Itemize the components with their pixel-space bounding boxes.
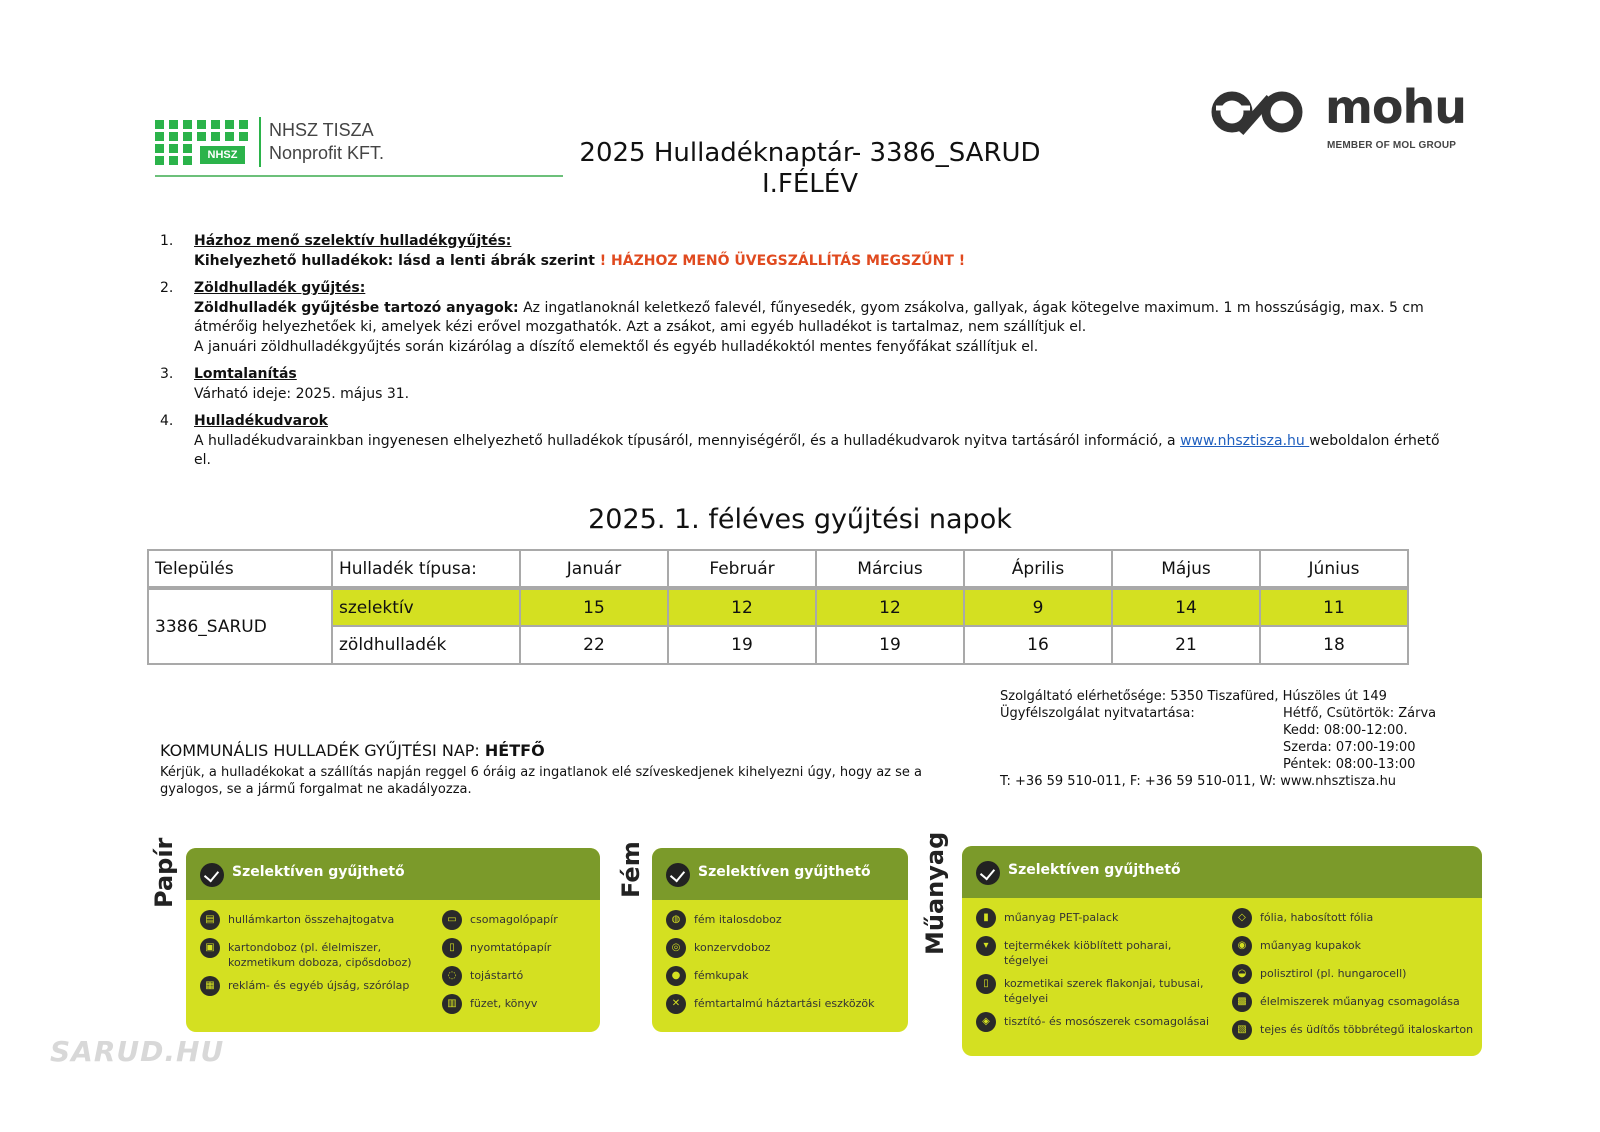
municipal-waste-label: KOMMUNÁLIS HULLADÉK GYŰJTÉSI NAP: [160, 741, 485, 760]
list-item [442, 968, 592, 988]
box-icon: ▣ [200, 938, 220, 958]
hours-label: Ügyfélszolgálat nyitvatartása: [1000, 706, 1195, 721]
glass-warning: ! HÁZHOZ MENŐ ÜVEGSZÁLLÍTÁS MEGSZŰNT ! [594, 252, 966, 269]
header-cell: Június [1260, 550, 1408, 588]
contact-hours-row [1000, 705, 1450, 722]
logo-dot [169, 144, 178, 153]
item-label: kartondoboz (pl. élelmiszer, kozmetikum doboza, cipősdoboz) [228, 941, 412, 969]
plastic-cap-icon: ◉ [1232, 936, 1252, 956]
metal-card [652, 848, 908, 1032]
schedule-table [147, 549, 1409, 665]
item-label: tejes és üdítős többrétegű italoskarton [1260, 1023, 1474, 1036]
contact-hours-row [1000, 722, 1450, 739]
item-label: füzet, könyv [470, 997, 538, 1010]
item-label: polisztirol (pl. hungarocell) [1260, 967, 1407, 980]
list-item [976, 1014, 1216, 1034]
logo-dot [211, 132, 220, 141]
drink-carton-icon: ▧ [1232, 1020, 1252, 1040]
category-label-metal: Fém [617, 841, 645, 898]
item-label: tisztító- és mosószerek csomagolásai [1004, 1015, 1210, 1028]
page-title-line1: 2025 Hulladéknaptár- 3386_SARUD [579, 138, 1041, 168]
item-body-text: A hulladékudvarainkban ingyenesen elhelyezhető hulladékok típusáról, mennyiségéről, és a hulladékudvarok nyitva tartásáról információ, a [194, 432, 1181, 449]
nhsz-tisza-logo [155, 117, 565, 179]
list-item [1232, 966, 1477, 986]
municipal-waste-block [160, 740, 980, 798]
card-title: Szelektíven gyűjthető [698, 864, 871, 880]
logo-dot [169, 132, 178, 141]
list-item [442, 996, 592, 1016]
logo-underline [155, 175, 563, 177]
table-row [148, 626, 1408, 664]
pet-bottle-icon: ▮ [976, 908, 996, 928]
item-text [194, 299, 1460, 338]
date-cell: 15 [520, 588, 668, 626]
book-icon: ▥ [442, 994, 462, 1014]
check-icon [976, 861, 1000, 885]
list-item [666, 940, 902, 960]
hours-value: Hétfő, Csütörtök: Zárva [1283, 706, 1437, 721]
info-item-selective [160, 232, 1460, 271]
info-list [160, 232, 1460, 479]
settlement-cell: 3386_SARUD [148, 588, 332, 664]
item-heading: Házhoz menő szelektív hulladékgyűjtés: [194, 233, 512, 249]
item-number: 3. [160, 366, 174, 382]
list-item [1232, 1022, 1477, 1042]
list-item [1232, 994, 1477, 1014]
card-column [976, 910, 1216, 1042]
check-icon [200, 863, 224, 887]
logo-dot [225, 120, 234, 129]
municipal-waste-day: HÉTFŐ [484, 741, 545, 760]
schedule-title: 2025. 1. féléves gyűjtési napok [588, 504, 1012, 535]
item-label: nyomtatópapír [470, 941, 552, 954]
logo-dot [183, 156, 192, 165]
item-label: fémtartalmú háztartási eszközök [694, 997, 875, 1010]
yogurt-cup-icon: ▾ [976, 936, 996, 956]
hours-value: Szerda: 07:00-19:00 [1283, 740, 1416, 755]
list-item [200, 912, 415, 932]
page-title [560, 138, 1060, 200]
wrapping-paper-icon: ▭ [442, 910, 462, 930]
card-column [200, 912, 415, 1006]
item-label: reklám- és egyéb újság, szórólap [228, 979, 410, 992]
cardboard-icon: ▤ [200, 910, 220, 930]
item-number: 4. [160, 413, 174, 429]
website-link[interactable]: www.nhsztisza.hu [1180, 432, 1310, 449]
contact-block [1000, 688, 1450, 790]
info-item-green-waste [160, 279, 1460, 357]
list-item [976, 976, 1216, 1006]
logo-dot [183, 132, 192, 141]
date-cell: 11 [1260, 588, 1408, 626]
contact-hours-row [1000, 739, 1450, 756]
date-cell: 21 [1112, 626, 1260, 664]
page-title-line2: I.FÉLÉV [761, 169, 858, 199]
date-cell: 19 [816, 626, 964, 664]
list-item [666, 912, 902, 932]
plastic-card [962, 846, 1482, 1056]
item-text: Várható ideje: 2025. május 31. [194, 385, 410, 402]
card-column [1232, 910, 1477, 1050]
check-icon [666, 863, 690, 887]
item-text [194, 432, 1460, 471]
item-label: fémkupak [694, 969, 749, 982]
date-cell: 16 [964, 626, 1112, 664]
item-text [194, 252, 1460, 272]
item-label: fólia, habosított fólia [1260, 911, 1374, 924]
card-column [666, 912, 902, 1024]
drink-can-icon: ◍ [666, 910, 686, 930]
logo-dot [197, 132, 206, 141]
item-number: 1. [160, 233, 174, 249]
logo-dot [155, 156, 164, 165]
cosmetic-bottle-icon: ▯ [976, 974, 996, 994]
header-cell: Március [816, 550, 964, 588]
nhsz-logo-text [269, 119, 384, 165]
header-cell: Április [964, 550, 1112, 588]
municipal-waste-text: Kérjük, a hulladékokat a szállítás napján reggel 6 óráig az ingatlanok elé szíveskedjenek kihelyezni úgy, hogy az se a gyalogos, se a jármű forgalmat ne akadályozza. [160, 765, 922, 797]
mohu-tagline: MEMBER OF MOL GROUP [1327, 140, 1457, 151]
card-title: Szelektíven gyűjthető [232, 864, 405, 880]
waste-type-cell: zöldhulladék [332, 626, 520, 664]
logo-dot [169, 120, 178, 129]
card-title: Szelektíven gyűjthető [1008, 862, 1181, 878]
table-header-row [148, 550, 1408, 588]
logo-separator [259, 117, 261, 167]
contact-hours-row [1000, 756, 1450, 773]
paper-card [186, 848, 600, 1032]
nhsz-logo-line2: Nonprofit KFT. [269, 143, 385, 163]
info-item-yards [160, 412, 1460, 471]
tools-icon: ✕ [666, 994, 686, 1014]
item-label: fém italosdoboz [694, 913, 782, 926]
tin-can-icon: ◎ [666, 938, 686, 958]
item-label: élelmiszerek műanyag csomagolása [1260, 995, 1460, 1008]
header-cell: Január [520, 550, 668, 588]
list-item [442, 912, 592, 932]
list-item [200, 978, 415, 998]
contact-phone: T: +36 59 510-011, F: +36 59 510-011, W: www.nhsztisza.hu [1000, 774, 1397, 789]
detergent-icon: ◈ [976, 1012, 996, 1032]
item-label: tejtermékek kiöblített poharai, tégelyei [1004, 939, 1172, 967]
food-package-icon: ▩ [1232, 992, 1252, 1012]
list-item [442, 940, 592, 960]
logo-dot [183, 120, 192, 129]
polystyrene-icon: ◒ [1232, 964, 1252, 984]
contact-address: Szolgáltató elérhetősége: 5350 Tiszafüred, Húszöles út 149 [1000, 689, 1387, 704]
logo-dot [169, 156, 178, 165]
list-item [200, 940, 415, 970]
hours-value: Péntek: 08:00-13:00 [1283, 757, 1416, 772]
card-column [442, 912, 592, 1024]
waste-type-cell: szelektív [332, 588, 520, 626]
municipal-waste-heading [160, 740, 980, 762]
date-cell: 9 [964, 588, 1112, 626]
list-item [1232, 910, 1477, 930]
item-body-text: Az ingatlanoknál keletkező falevél, fűnyesedék, gyom zsákolva, gallyak, ágak kötegelve maximum. 1 m hosszúságig, max. 5 cm átmérőig helyezhetőek ki, amelyek kézi erővel mozgathatók. Azt a zsákot, ami egyéb hulladékot is tartalmaz, nem szállítjuk el. [194, 299, 1424, 335]
category-label-plastic: Műanyag [921, 831, 949, 955]
info-item-bulky [160, 365, 1460, 404]
item-text-2: A januári zöldhulladékgyűjtés során kizárólag a díszítő elemektől és egyéb hulladékoktól mentes fenyőfákat szállítjuk el. [194, 338, 1039, 355]
item-label: műanyag PET-palack [1004, 911, 1119, 924]
logo-dot [183, 144, 192, 153]
egg-carton-icon: ◌ [442, 966, 462, 986]
date-cell: 22 [520, 626, 668, 664]
logo-dot [155, 132, 164, 141]
date-cell: 12 [816, 588, 964, 626]
date-cell: 18 [1260, 626, 1408, 664]
item-label: hullámkarton összehajtogatva [228, 913, 395, 926]
hours-value: Kedd: 08:00-12:00. [1283, 723, 1408, 738]
foil-icon: ◇ [1232, 908, 1252, 928]
watermark: SARUD.HU [50, 1035, 225, 1068]
item-heading: Hulladékudvarok [194, 413, 328, 429]
nhsz-badge: NHSZ [200, 146, 245, 164]
item-label: csomagolópapír [470, 913, 558, 926]
item-label: kozmetikai szerek flakonjai, tubusai, tégelyei [1004, 977, 1204, 1005]
logo-dot [197, 120, 206, 129]
item-heading: Lomtalanítás [194, 366, 297, 382]
mohu-logo [1210, 80, 1467, 158]
logo-dot [239, 120, 248, 129]
logo-dot [155, 144, 164, 153]
list-item [666, 996, 902, 1016]
mohu-wordmark: mohu [1325, 80, 1467, 134]
metal-cap-icon: ● [666, 966, 686, 986]
date-cell: 14 [1112, 588, 1260, 626]
item-label: tojástartó [470, 969, 524, 982]
list-item [1232, 938, 1477, 958]
list-item [666, 968, 902, 988]
item-bold-text: Zöldhulladék gyűjtésbe tartozó anyagok: [194, 299, 519, 316]
header-cell: Település [148, 550, 332, 588]
date-cell: 19 [668, 626, 816, 664]
logo-dot [225, 132, 234, 141]
item-number: 2. [160, 280, 174, 296]
list-item [976, 910, 1216, 930]
newspaper-icon: ▦ [200, 976, 220, 996]
category-label-paper: Papír [150, 837, 178, 908]
header-cell: Február [668, 550, 816, 588]
nhsz-logo-line1: NHSZ TISZA [269, 120, 374, 140]
header-cell: Hulladék típusa: [332, 550, 520, 588]
logo-dot [155, 120, 164, 129]
item-heading: Zöldhulladék gyűjtés: [194, 280, 366, 296]
mohu-symbol-icon [1210, 88, 1320, 148]
logo-dot [211, 120, 220, 129]
logo-dot [239, 132, 248, 141]
item-label: konzervdoboz [694, 941, 771, 954]
item-label: műanyag kupakok [1260, 939, 1361, 952]
table-row [148, 588, 1408, 626]
header-cell: Május [1112, 550, 1260, 588]
date-cell: 12 [668, 588, 816, 626]
item-bold-text: Kihelyezhető hulladékok: lásd a lenti ábrák szerint [194, 252, 595, 269]
item-body-text: weboldalon érhető el. [194, 432, 1440, 468]
list-item [976, 938, 1216, 968]
printer-paper-icon: ▯ [442, 938, 462, 958]
